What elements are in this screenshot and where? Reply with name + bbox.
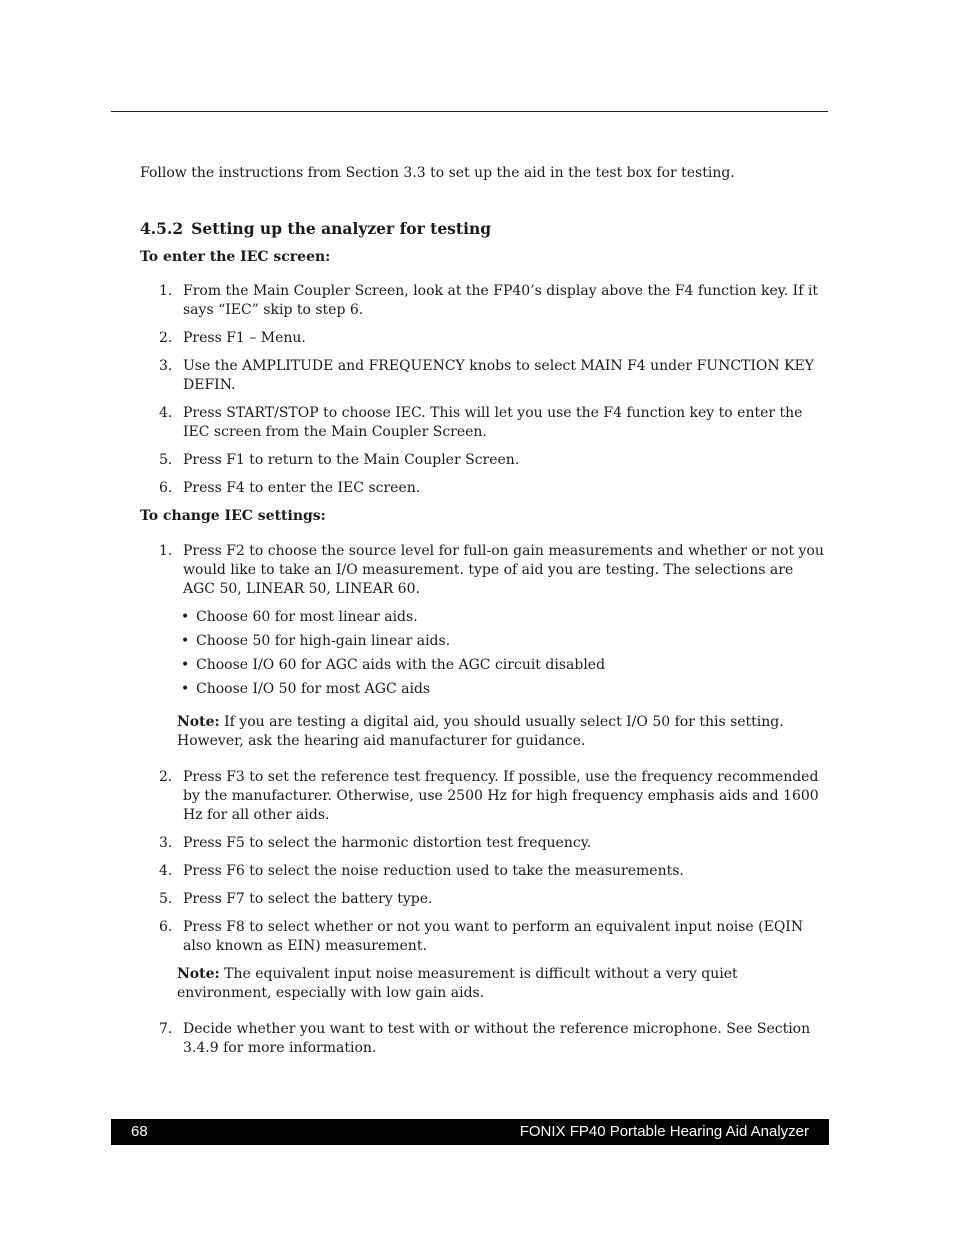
list-item: • Choose 50 for high-gain linear aids. <box>181 633 451 649</box>
bullet-icon: • <box>181 609 190 625</box>
section-heading <box>140 219 828 238</box>
page-content <box>140 164 828 1067</box>
page-number: 68 <box>131 1123 148 1140</box>
list-item: 7. Decide whether you want to test with or without the reference microphone. See Section 3.4.9 for more information. <box>159 1021 811 1056</box>
list-item: 6. Press F8 to select whether or not you want to perform an equivalent input noise (EQIN also known as EIN) measurement. Note: The equivalent input noise measurement is difficult without a very quiet environment, especially with low gain aids. <box>140 918 828 1003</box>
page-footer <box>111 1119 829 1145</box>
list-item: 1. From the Main Coupler Screen, look at the FP40’s display above the F4 function key. If it says “IEC” skip to step 6. <box>159 283 818 318</box>
list-item: 2. Press F1 – Menu. <box>159 330 306 346</box>
bullet-icon: • <box>181 633 190 649</box>
level-options-list <box>181 608 828 699</box>
list-item: 4. Press F6 to select the noise reduction used to take the measurements. <box>159 863 684 879</box>
note-input-noise: Note: The equivalent input noise measurement is difficult without a very quiet environment, especially with low gain aids. <box>177 966 738 1001</box>
list-item: 6. Press F4 to enter the IEC screen. <box>159 480 421 496</box>
intro-paragraph: Follow the instructions from Section 3.3 to set up the aid in the test box for testing. <box>140 165 735 181</box>
list-item: 3. Use the AMPLITUDE and FREQUENCY knobs to select MAIN F4 under FUNCTION KEY DEFIN. <box>159 358 815 393</box>
footer-title: FONIX FP40 Portable Hearing Aid Analyzer <box>519 1123 809 1140</box>
note-digital-aid: Note: If you are testing a digital aid, you should usually select I/O 50 for this setting. However, ask the hearing aid manufacturer for guidance. <box>177 714 784 749</box>
bullet-icon: • <box>181 681 190 697</box>
list-item: 2. Press F3 to set the reference test frequency. If possible, use the frequency recommended by the manufacturer. Otherwise, use 2500 Hz for high frequency emphasis aids and 1600 Hz for all other aids. <box>159 769 819 823</box>
list-item: 4. Press START/STOP to choose IEC. This will let you use the F4 function key to enter the IEC screen from the Main Coupler Screen. <box>159 405 803 440</box>
change-iec-steps <box>140 542 828 1058</box>
enter-iec-heading: To enter the IEC screen: <box>140 249 331 265</box>
list-item: 5. Press F7 to select the battery type. <box>159 891 433 907</box>
list-item: 1. Press F2 to choose the source level for full-on gain measurements and whether or not you would like to take an I/O measurement. type of aid you are testing. The selections are AGC 50, LINEAR 50, LINEAR 60. • Choose 60 for most linear aids. • Choose 50 for high-gain linear aids. • Choose I/O 60 for AGC aids with the AGC circuit disabled • Choose I/O 50 for most AGC aids Note: If you are testing a digital aid, you should usually select I/O 50 for this setting. However, ask the hearing aid manufacturer for guidance. <box>140 542 828 751</box>
list-item: • Choose I/O 60 for AGC aids with the AGC circuit disabled <box>181 657 606 673</box>
change-iec-heading: To change IEC settings: <box>140 508 326 524</box>
bullet-icon: • <box>181 657 190 673</box>
list-item: 3. Press F5 to select the harmonic distortion test frequency. <box>159 835 592 851</box>
list-item: • Choose I/O 50 for most AGC aids <box>181 681 431 697</box>
list-item: 5. Press F1 to return to the Main Coupler Screen. <box>159 452 520 468</box>
section-number: 4.5.2 <box>140 219 184 238</box>
list-item: • Choose 60 for most linear aids. <box>181 609 418 625</box>
header-rule <box>111 111 828 112</box>
section-title: Setting up the analyzer for testing <box>191 219 492 238</box>
enter-iec-steps <box>140 282 828 498</box>
